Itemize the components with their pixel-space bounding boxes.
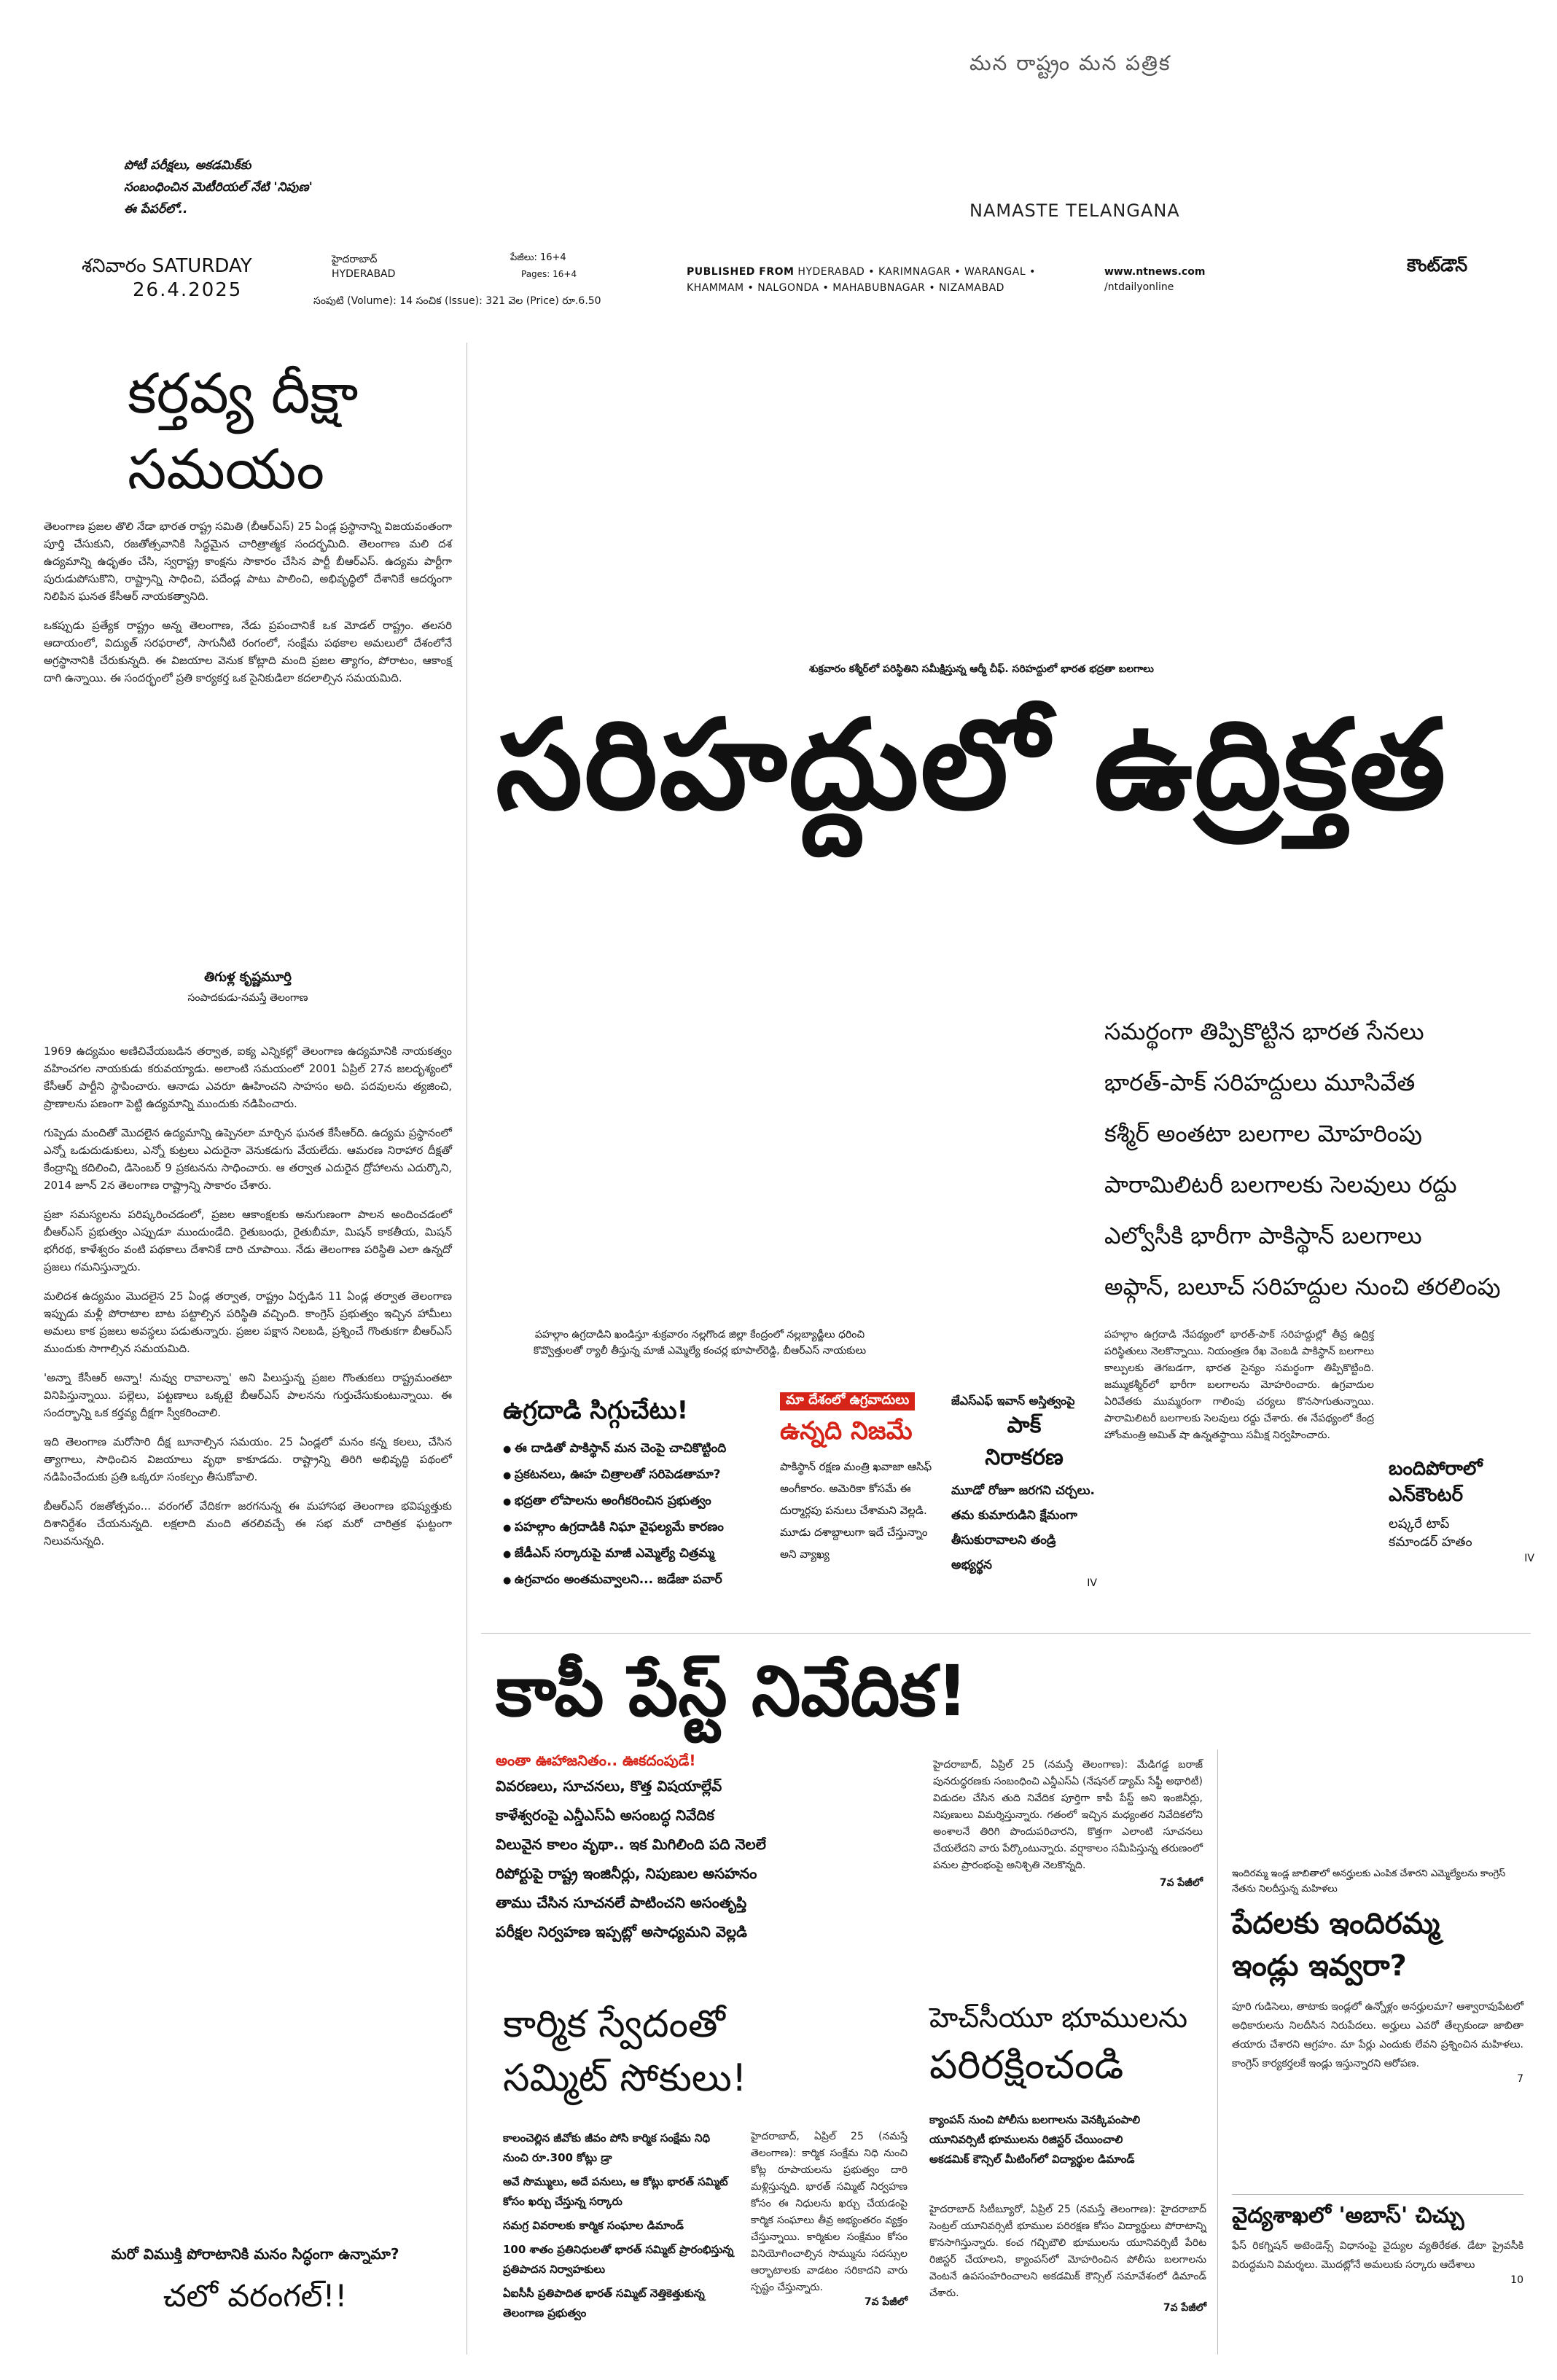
editorial-paragraph: ఇది తెలంగాణ మరోసారి దీక్ష బూనాల్సిన సమయం. 25 ఏండ్లలో మనం కన్న కలలు, చేసిన త్యాగాలు, సాధించిన విజయాలు వృథా కాకూడదు. రాష్ట్రాన్ని తిరిగి అభివృద్ధి పథంలో నడిపించేందుకు ప్రతి ఒక్కరూ సంకల్పం తీసుకోవాలి. <box>44 1435 452 1483</box>
encounter-sub2: కమాండర్ హతం <box>1389 1534 1472 1550</box>
editorial-byline <box>44 969 452 1006</box>
encounter-sub1: లష్కరే టాప్ <box>1389 1516 1450 1532</box>
social-handle[interactable]: /ntdailyonline <box>1104 281 1174 293</box>
medical-story[interactable] <box>1232 2200 1523 2286</box>
workers-point: సమగ్ర వివరాలకు కార్మిక సంఘాల డిమాండ్ <box>503 2219 684 2232</box>
issue-date: 26.4.2025 <box>133 279 243 301</box>
issue-city-en: HYDERABAD <box>332 268 396 280</box>
encounter-title2: ఎన్‌కౌంటర్ <box>1389 1484 1464 1506</box>
promo-box[interactable]: పోటీ పరీక్షలు, అకడమిక్‌కు సంబంధించిన మెటీరియల్ నేటి 'నిపుణ' ఈ పేపర్‌లో.. <box>124 158 313 216</box>
indiramma-headline2: ఇండ్లు ఇవ్వరా? <box>1232 1949 1407 1983</box>
editorial-body-continued <box>44 1042 452 1561</box>
lead-kicker: శుక్రవారం కశ్మీర్‌లో పరిస్థితిని సమీక్షిస్తున్న ఆర్మీ చీఫ్. సరిహద్దులో భారత భద్రతా బలగాలు <box>809 663 1154 675</box>
hcu-body-text: హైదరాబాద్ సిటీబ్యూరో, ఏప్రిల్ 25 (నమస్తే తెలంగాణ): హైదరాబాద్ సెంట్రల్ యూనివర్సిటీ భూముల పరిరక్షణ కోసం విద్యార్థులు పోరాటాన్ని కొనసాగిస్తున్నారు. కంచ గచ్చిబౌలి భూములను యూనివర్సిటీ పేరిట రిజిస్టర్ చేయాలని, క్యాంపస్‌లో మోహరించిన పోలీసు బలగాలను వెంటనే ఉపసంహరించాలని అకడమిక్ కౌన్సిల్ సమావేశంలో డిమాండ్ చేశారు. <box>929 2204 1206 2299</box>
story3-kicker: జేఎస్‌ఎఫ్ ఇవాన్ అస్తిత్వంపై <box>951 1394 1075 1408</box>
pak-minister-story[interactable] <box>780 1392 940 1565</box>
section-divider <box>1232 2194 1523 2195</box>
story2-headline: ఉన్నది నిజమే <box>780 1416 913 1445</box>
indiramma-kicker: ఇందిరమ్మ ఇండ్ల జాబితాలో అనర్హులకు ఎంపిక చేశారని ఎమ్మెల్యేలను కాంగ్రెస్ నేతను నిలదీస్తున్న మహిళలు <box>1232 1868 1506 1895</box>
workers-points <box>503 2129 736 2323</box>
indiramma-body: పూరి గుడిసెలు, తాటాకు ఇండ్లలో ఉన్నోళ్లం అనర్హులమా? ఆశ్వారావుపేటలో అధికారులను నిలదీసిన నిరుపేదలు. అర్హులు ఎవరో తేల్చకుండా జాబితా తయారు చేశారని ఆగ్రహం. మా పేర్లు ఎందుకు లేవని ప్రశ్నించిన మహిళలు. కాంగ్రెస్ కార్యకర్తలకే ఇండ్లు ఇస్తున్నారని ఆరోపణ. <box>1232 2001 1523 2069</box>
byline-name: తిగుళ్ల కృష్ణమూర్తి <box>204 969 292 985</box>
published-from-label: PUBLISHED FROM <box>687 266 795 278</box>
editorial-paragraph: 'అన్నా కేసీఆర్ అన్నా! నువ్వు రావాలన్నా' అని పిలుస్తున్న ప్రజల గొంతుకలు రాష్ట్రమంతటా వినిపిస్తున్నాయి. పల్లెలు, పట్టణాలు ఒక్కటై బీఆర్‌ఎస్ పాలనను గుర్తుచేసుకుంటున్నాయి. ఈ సందర్భాన్ని ఒక కర్తవ్య దీక్షగా స్వీకరించాలి. <box>44 1371 452 1419</box>
encounter-title1: బందిపోరాలో <box>1389 1458 1483 1480</box>
bullet-item: ● భద్రతా లోపాలను అంగీకరించిన ప్రభుత్వం <box>503 1489 773 1515</box>
indiramma-page-num[interactable]: 7 <box>1517 2073 1523 2085</box>
hcu-headline-line1: హెచ్‌సీయూ భూములను <box>929 2002 1187 2034</box>
highlight-line: అఫ్గాన్, బలూచ్ సరిహద్దుల నుంచి తరలింపు <box>1104 1273 1501 1300</box>
paper-name: NAMASTE TELANGANA <box>969 200 1180 221</box>
hcu-headline <box>929 1997 1221 2092</box>
editorial-paragraph: 1969 ఉద్యమం అణిచివేయబడిన తర్వాత, ఐక్య ఎన్నికల్లో తెలంగాణ ఉద్యమానికి నాయకత్వం వహించగల నాయకుడు కరువయ్యాడు. అలాంటి సమయంలో 2001 ఏప్రిల్ 27న జలదృశ్యంలో కేసీఆర్ పార్టీని స్థాపించారు. ఆనాడు ఎవరూ ఊహించని సాహసం అది. పదవులను త్యజించి, ప్రాణాలను పణంగా పెట్టి ఉద్యమాన్ని ముందుకు నడిపించారు. <box>44 1045 452 1110</box>
encounter-iv: IV <box>1524 1553 1534 1564</box>
editorial-body <box>44 518 452 698</box>
editorial-closing-call: చలో వరంగల్!! <box>163 2278 348 2314</box>
highlight-line: సమర్థంగా తిప్పికొట్టిన భారత సేనలు <box>1104 1018 1424 1045</box>
hcu-point: క్యాంపస్ నుంచి పోలీసు బలగాలను వెనక్కిపంపాలి <box>929 2113 1141 2126</box>
copy-paste-line: పరీక్షల నిర్వహణ ఇప్పట్లో అసాధ్యమని వెల్లడి <box>496 1923 747 1940</box>
highlight-line: పారామిలిటరీ బలగాలకు సెలవులు రద్దు <box>1104 1171 1457 1198</box>
issue-pages-en: Pages: 16+4 <box>521 269 577 279</box>
editorial-title-line1: కర్తవ్య దీక్షా <box>128 361 359 426</box>
workers-point: 100 శాతం ప్రతినిధులతో భారత్ సమ్మిట్ ప్రారంభిస్తున్న ప్రతిపాదన నిర్వాహకులు <box>503 2243 734 2276</box>
issue-city-te: హైదరాబాద్ <box>332 254 378 265</box>
lead-body <box>1104 1327 1374 1444</box>
hcu-point: యూనివర్సిటీ భూములను రిజిస్టర్ చేయించాలి <box>929 2133 1123 2146</box>
story3-body: మూడో రోజూ జరగని చర్చలు. తమ కుమారుడిని క్షేమంగా తీసుకురావాలని తండ్రి అభ్యర్థన <box>951 1483 1095 1572</box>
editorial-paragraph: తెలంగాణ ప్రజల తొలి నేడా భారత రాష్ట్ర సమితి (బీఆర్‌ఎస్) 25 ఏండ్ల ప్రస్థానాన్ని విజయవంతంగా పూర్తి చేసుకుని, రజతోత్సవానికి సిద్ధమైన చారిత్రాత్మక సందర్భమిది. తెలంగాణ మలి దశ ఉద్యమాన్ని ఉధృతం చేసి, స్వరాష్ట్ర కాంక్షను సాకారం చేసిన పార్టీ బీఆర్‌ఎస్. ఉద్యమ పార్టీగా పురుడుపోసుకొని, రాష్ట్రాన్ని సాధించి, పదేండ్ల పాటు పాలించి, అభివృద్ధిలో దేశానికే ఆదర్శంగా నిలిపిన ఘనత కేసీఆర్ నాయకత్వానిది. <box>44 520 452 603</box>
workers-headline <box>503 1997 897 2105</box>
highlight-line: కశ్మీర్ అంతటా బలగాల మోహరింపు <box>1104 1120 1422 1147</box>
editorial-paragraph: మలిదశ ఉద్యమం మొదలైన 25 ఏండ్ల తర్వాత, రాష్ట్రం ఏర్పడిన 11 ఏండ్ల తర్వాత తెలంగాణ ఇప్పుడు మళ్లీ పోరాటాల బాట పట్టాల్సిన పరిస్థితి వచ్చింది. కాంగ్రెస్ ప్రభుత్వం ఇచ్చిన హామీలు అమలు కాక ప్రజలు అవస్థలు పడుతున్నారు. ప్రజల పక్షాన నిలబడి, ప్రశ్నించే గొంతుకగా బీఆర్‌ఎస్ ముందుకు సాగాల్సిన సమయమిది. <box>44 1290 452 1355</box>
story2-kicker <box>780 1392 940 1411</box>
copy-paste-body <box>933 1757 1203 1891</box>
copy-paste-summary[interactable] <box>496 1749 918 1946</box>
story3-headline1: పాక్ <box>1007 1413 1042 1438</box>
editorial-paragraph: గుప్పెడు మందితో మొదలైన ఉద్యమాన్ని ఉప్పెనలా మార్చిన ఘనత కేసీఆర్‌ది. ఉద్యమ ప్రస్థానంలో ఎన్నో ఒడుదుడుకులు, ఎన్నో కుట్రలు ఎదురైనా వెనుకడుగు వేయలేదు. ఆమరణ నిరాహార దీక్షతో కేంద్రాన్ని కదిలించి, డిసెంబర్ 9 ప్రకటనను సాధించారు. ఆ తర్వాత ఎదురైన ద్రోహాలను ఎదుర్కొని, 2014 జూన్ 2న తెలంగాణ రాష్ట్రాన్ని సాకారం చేశారు. <box>44 1126 452 1192</box>
workers-point: అవే సొమ్ములు, అదే పనులు, ఆ కోట్లు భారత్ సమ్మిట్ కోసం ఖర్చు చేస్తున్న సర్కారు <box>503 2175 728 2208</box>
highlight-line: భారత్-పాక్ సరిహద్దులు మూసివేత <box>1104 1069 1416 1096</box>
bullet-item: ● ఈ దాడితో పాకిస్థాన్ మన చెంపై చాచికొట్టింది <box>503 1436 773 1462</box>
issue-day: శనివారం SATURDAY <box>82 255 252 277</box>
workers-body-text: హైదరాబాద్, ఏప్రిల్ 25 (నమస్తే తెలంగాణ): కార్మిక సంక్షేమ నిధి నుంచి కోట్ల రూపాయలను ప్రభుత్వం దారి మళ్లిస్తున్నది. భారత్ సమ్మిట్ నిర్వహణ కోసం ఈ నిధులను ఖర్చు చేయడంపై కార్మిక సంఘాలు తీవ్ర అభ్యంతరం వ్యక్తం చేస్తున్నాయి. కార్మికుల సంక్షేమం కోసం వినియోగించాల్సిన సొమ్మును సదస్సుల ఆర్భాటాలకు వాడటం సరికాదని వారు స్పష్టం చేస్తున్నారు. <box>751 2131 908 2293</box>
workers-body <box>751 2129 908 2310</box>
sub-caption: పహల్గాం ఉగ్రదాడిని ఖండిస్తూ శుక్రవారం నల్లగొండ జిల్లా కేంద్రంలో నల్లబ్యాడ్జీలు ధరించి కొవ్వొత్తులతో ర్యాలీ తీస్తున్న మాజీ ఎమ్మెల్యే కంచర్ల భూపాల్‌రెడ్డి, బీఆర్‌ఎస్ నాయకులు <box>533 1329 867 1357</box>
hcu-page-ref[interactable]: 7వ పేజీలో <box>1163 2302 1206 2314</box>
story2-kicker-pill: మా దేశంలో ఉగ్రవాదులు <box>780 1392 915 1411</box>
story3-iv: IV <box>1087 1577 1097 1589</box>
published-from-cities: HYDERABAD • KARIMNAGAR • WARANGAL • KHAMMAM • NALGONDA • MAHABUBNAGAR • NIZAMABAD <box>687 266 1036 294</box>
lead-highlights <box>1104 1006 1527 1312</box>
section-divider <box>481 1633 1531 1634</box>
column-divider <box>1217 1749 1218 2354</box>
website-link[interactable]: www.ntnews.com <box>1104 266 1206 278</box>
medical-body: ఫేస్ రికగ్నిషన్ అటెండెన్స్ విధానంపై వైద్యుల వ్యతిరేకత. డేటా ప్రైవసీకి విరుద్ధమని విమర్శలు. మొదట్లోనే అమలుకు సర్కారు ఆదేశాలు <box>1232 2240 1523 2271</box>
published-from <box>687 264 1095 296</box>
story3-headline2: నిరాకరణ <box>985 1445 1064 1470</box>
copy-paste-line: రిపోర్టుపై రాష్ట్ర ఇంజినీర్లు, నిపుణుల అసహనం <box>496 1865 757 1882</box>
copy-paste-body-text: హైదరాబాద్, ఏప్రిల్ 25 (నమస్తే తెలంగాణ): మేడిగడ్డ బరాజ్ పునరుద్ధరణకు సంబంధించి ఎన్డీఎస్‌ఏ (నేషనల్ డ్యామ్ సేఫ్టీ అథారిటీ) విడుదల చేసిన తుది నివేదిక పూర్తిగా కాపీ పేస్ట్ అని ఇంజినీర్లు, నిపుణులు విమర్శిస్తున్నారు. గతంలో ఇచ్చిన మధ్యంతర నివేదికలోని అంశాలనే తిరిగి పొందుపరిచారని, కొత్తగా ఎలాంటి సూచనలు చేయలేదని వారు పేర్కొంటున్నారు. వర్షాకాలం సమీపిస్తున్న తరుణంలో పనుల ప్రారంభంపై అనిశ్చితి నెలకొన్నది. <box>933 1759 1203 1871</box>
hcu-points <box>929 2110 1206 2169</box>
hcu-body <box>929 2201 1206 2316</box>
lead-headline: సరిహద్దులో ఉద్రిక్తత <box>496 693 1448 838</box>
copy-paste-page-ref[interactable]: 7వ పేజీలో <box>1159 1877 1203 1889</box>
bullet-item: ● ఉగ్రవాదం అంతమవ్వాలని... జడేజా పవార్ <box>503 1567 773 1593</box>
issue-volume-line: సంపుటి (Volume): 14 సంచిక (Issue): 321 వెల (Price) రూ.6.50 <box>313 295 601 307</box>
workers-headline-line2: సమ్మిట్ సోకులు! <box>503 2056 747 2100</box>
pak-refusal-story[interactable] <box>951 1392 1097 1589</box>
copy-paste-headline: కాపీ పేస్ట్ నివేదిక! <box>496 1650 969 1732</box>
copy-paste-line: కాళేశ్వరంపై ఎన్డీఎస్‌ఏ అసంబద్ధ నివేదిక <box>496 1806 714 1824</box>
countdown-label: కౌంట్‌డౌన్ <box>1407 255 1468 276</box>
editorial-paragraph: ఒకప్పుడు ప్రత్యేక రాష్ట్రం అన్న తెలంగాణ, నేడు ప్రపంచానికే ఒక మోడల్ రాష్ట్రం. తలసరి ఆదాయంలో, విద్యుత్ సరఫరాలో, సాగునీటి రంగంలో, సంక్షేమ పథకాల అమలులో దేశంలోనే అగ్రస్థానానికి చేరుకున్నది. ఈ విజయాల వెనుక కోట్లాది మంది ప్రజల త్యాగం, పోరాటం, ఆకాంక్ష దాగి ఉన్నాయి. ఈ సందర్భంలో ప్రతి కార్యకర్త ఒక సైనికుడిలా కదలాల్సిన సమయమిది. <box>44 619 452 684</box>
encounter-box[interactable] <box>1389 1458 1534 1564</box>
ugradadi-bullets <box>503 1436 773 1593</box>
bullet-item: ● పహల్గాం ఉగ్రదాడికి నిఘా వైఫల్యమే కారణం <box>503 1515 773 1541</box>
workers-point: కాలంచెల్లిన జీవోకు జీవం పోసి కార్మిక సంక్షేమ నిధి నుంచి రూ.300 కోట్లు డ్రా <box>503 2131 711 2164</box>
hcu-point: అకడమిక్ కౌన్సిల్ మీటింగ్‌లో విద్యార్థుల డిమాండ్ <box>929 2153 1135 2166</box>
workers-point: ఏఐసీసీ ప్రతిపాదిత భారత్ సమ్మిట్ నెత్తికెత్తుకున్న తెలంగాణ ప్రభుత్వం <box>503 2287 705 2319</box>
workers-headline-line1: కార్మిక స్వేదంతో <box>503 2002 725 2046</box>
medical-page-num[interactable]: 10 <box>1510 2274 1523 2286</box>
editorial-title <box>128 356 358 507</box>
hcu-headline-line2: పరిరక్షించండి <box>929 2042 1124 2088</box>
lead-body-text: పహల్గాం ఉగ్రదాడి నేపథ్యంలో భారత్-పాక్ సరిహద్దుల్లో తీవ్ర ఉద్రిక్త పరిస్థితులు నెలకొన్నాయి. నియంత్రణ రేఖ వెంబడి పాకిస్థాన్ బలగాలు కాల్పులకు తెగబడగా, భారత సైన్యం సమర్థంగా తిప్పికొట్టింది. జమ్ముకశ్మీర్‌లో భారీగా బలగాలను మోహరించారు. ఉగ్రవాదుల ఏరివేతకు ముమ్మరంగా గాలింపు చర్యలు కొనసాగుతున్నాయి. పారామిలిటరీ బలగాలకు సెలవులు రద్దు చేశారు. ఈ నేపథ్యంలో కేంద్ర హోంమంత్రి అమిత్ షా ఉన్నతస్థాయి సమీక్ష నిర్వహించారు. <box>1104 1329 1374 1441</box>
copy-paste-kicker: అంతా ఊహాజనితం.. ఊకదంపుడే! <box>496 1752 696 1769</box>
byline-role: సంపాదకుడు-నమస్తే తెలంగాణ <box>187 992 308 1004</box>
ugradadi-story[interactable] <box>503 1392 773 1593</box>
ugradadi-headline: ఉగ్రదాడి సిగ్గుచేటు! <box>503 1396 689 1425</box>
editorial-title-line2: సమయం <box>128 437 325 502</box>
issue-pages-te: పేజీలు: 16+4 <box>510 252 566 263</box>
indiramma-headline1: పేదలకు ఇందిరమ్మ <box>1232 1907 1440 1940</box>
copy-paste-line: తాము చేసిన సూచనలే పాటించని అసంతృప్తి <box>496 1894 747 1911</box>
editorial-paragraph: బీఆర్‌ఎస్ రజతోత్సవం... వరంగల్ వేదికగా జరగనున్న ఈ మహాసభ తెలంగాణ భవిష్యత్తుకు దిశానిర్దేశం చేయనున్నది. లక్షలాది మంది తరలివచ్చే ఈ సభ మరో చారిత్రక ఘట్టంగా నిలువనున్నది. <box>44 1499 452 1548</box>
medical-headline: వైద్యశాఖలో 'అబాస్' చిచ్చు <box>1232 2203 1464 2228</box>
workers-page-ref[interactable]: 7వ పేజీలో <box>864 2296 908 2308</box>
highlight-line: ఎల్వోసీకి భారీగా పాకిస్థాన్ బలగాలు <box>1104 1222 1422 1249</box>
copy-paste-line: వివరణలు, సూచనలు, కొత్త విషయాల్లేవ్ <box>496 1777 722 1795</box>
editorial-closing-question: మరో విముక్తి పోరాటానికి మనం సిద్ధంగా ఉన్నామా? <box>111 2245 399 2263</box>
masthead-tagline: మన రాష్ట్రం మన పత్రిక <box>969 51 1171 75</box>
bullet-item: ● ప్రకటనలు, ఊహ చిత్రాలతో సరిపెడతామా? <box>503 1462 773 1489</box>
story2-body: పాకిస్థాన్ రక్షణ మంత్రి ఖవాజా ఆసిఫ్ అంగీకారం. అమెరికా కోసమే ఈ దుర్మార్గపు పనులు చేశామని వెల్లడి. మూడు దశాబ్దాలుగా ఇదే చేస్తున్నాం అని వ్యాఖ్య <box>780 1460 932 1561</box>
copy-paste-line: విలువైన కాలం వృథా.. ఇక మిగిలింది పది నెలలే <box>496 1835 766 1853</box>
editorial-paragraph: ప్రజా సమస్యలను పరిష్కరించడంలో, ప్రజల ఆకాంక్షలకు అనుగుణంగా పాలన అందించడంలో బీఆర్‌ఎస్ ప్రభుత్వం ఎప్పుడూ ముందుండేది. రైతుబంధు, రైతుబీమా, మిషన్ కాకతీయ, మిషన్ భగీరథ, కాళేశ్వరం వంటి పథకాలు దేశానికే దారి చూపాయి. నేడు తెలంగాణ పరిస్థితి ఎలా ఉన్నదో ప్రజలు గమనిస్తున్నారు. <box>44 1208 452 1273</box>
bullet-item: ● జేడీఎస్ సర్కారుపై మాజీ ఎమ్మెల్యే చిత్రమ్మ <box>503 1541 773 1567</box>
indiramma-story[interactable] <box>1232 1866 1523 2085</box>
